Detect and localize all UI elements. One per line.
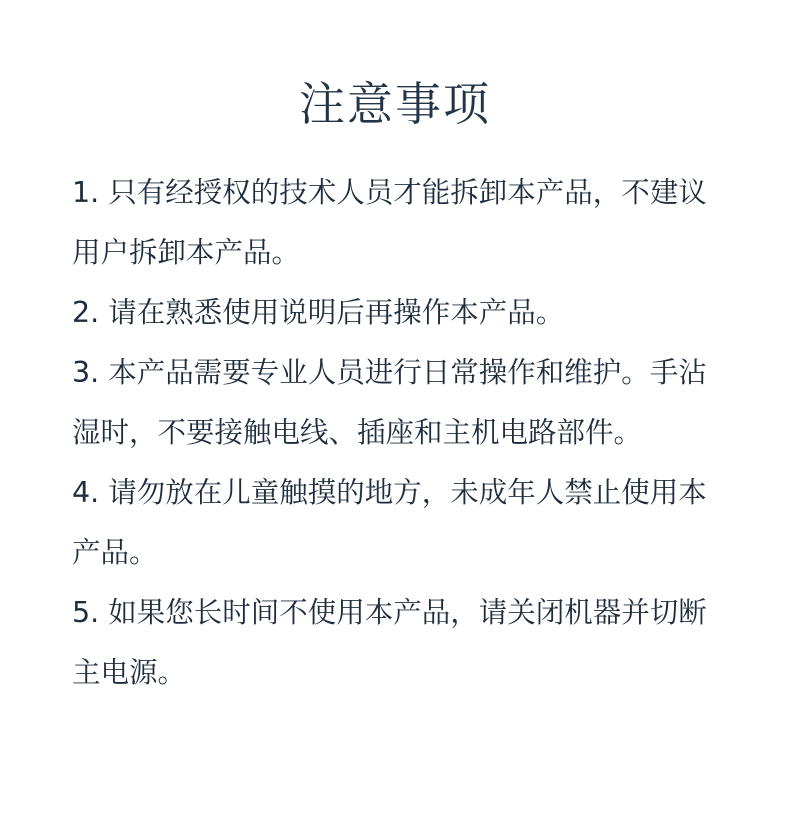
precaution-item-4: 4. 请勿放在儿童触摸的地方，未成年人禁止使用本产品。 [72, 476, 707, 569]
page-title: 注意事项 [299, 77, 491, 131]
precautions-list [72, 163, 712, 703]
precaution-item-3: 3. 本产品需要专业人员进行日常操作和维护。手沾湿时，不要接触电线、插座和主机电路部件。 [72, 356, 707, 449]
precaution-item-1: 1. 只有经授权的技术人员才能拆卸本产品，不建议用户拆卸本产品。 [72, 176, 707, 269]
precaution-item-5: 5. 如果您长时间不使用本产品，请关闭机器并切断主电源。 [72, 596, 707, 689]
precaution-item-2: 2. 请在熟悉使用说明后再操作本产品。 [72, 296, 565, 329]
